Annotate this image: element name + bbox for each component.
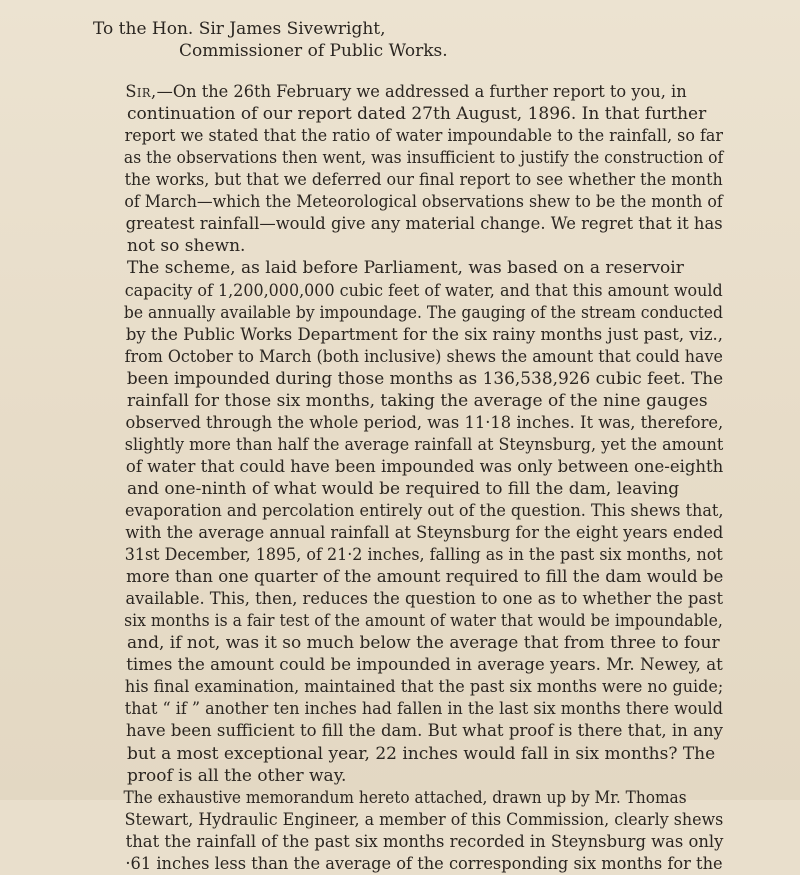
salutation	[91, 18, 723, 62]
paragraph-line: be annually available by impoundage. The gauging of the stream conducted	[123, 302, 723, 323]
paragraph-line: Stewart, Hydraulic Engineer, a member of this Commission, clearly shews	[124, 809, 724, 830]
paragraph-line: not so shewn.	[127, 236, 246, 257]
paragraph-line: ·61 inches less than the average of the corresponding six months for the	[125, 853, 723, 874]
paragraph-line: and, if not, was it so much below the average that from three to four	[127, 633, 720, 654]
paragraph-line: evaporation and percolation entirely out of the question. This shews that,	[124, 500, 724, 521]
paragraph-line: by the Public Works Department for the six rainy months just past, viz.,	[125, 324, 724, 345]
paragraph-1	[91, 81, 723, 257]
paragraph-2	[91, 257, 723, 786]
paragraph-line: from October to March (both inclusive) shews the amount that could have	[124, 346, 723, 367]
paragraph-line: 31st December, 1895, of 21·2 inches, falling as in the past six months, not	[124, 545, 723, 566]
paragraph-line: have been sufficient to fill the dam. But what proof is there that, in any	[126, 721, 723, 742]
paragraph-line: that the rainfall of the past six months recorded in Steynsburg was only	[125, 831, 724, 852]
paragraph-line: but a most exceptional year, 22 inches would fall in six months? The	[127, 743, 716, 764]
paragraph-line: of water that could have been impounded was only between one-eighth	[125, 456, 724, 477]
salutation-line-2: Commissioner of Public Works.	[179, 41, 448, 62]
paragraph-line: capacity of 1,200,000,000 cubic feet of water, and that this amount would	[124, 280, 723, 301]
paragraph-line: six months is a fair test of the amount of water that would be impoundable,	[124, 611, 723, 632]
paragraph-line: of March—which the Meteorological observations shew to be the month of	[124, 192, 723, 213]
paragraph-line: report we stated that the ratio of water impoundable to the rainfall, so far	[124, 126, 723, 147]
paragraph-line: greatest rainfall—would give any material change. We regret that it has	[125, 214, 723, 235]
paragraph-line: more than one quarter of the amount required to fill the dam would be	[126, 567, 724, 588]
paragraph-line: been impounded during those months as 136,538,926 cubic feet. The	[126, 368, 724, 389]
paragraph-line: times the amount could be impounded in average years. Mr. Newey, at	[126, 655, 723, 676]
paragraph-line: as the observations then went, was insufficient to justify the construction of	[123, 148, 724, 169]
paragraph-3	[91, 787, 723, 875]
salutation-line-1: To the Hon. Sir James Sivewright,	[93, 19, 386, 39]
paragraph-line: his final examination, maintained that the past six months were no guide;	[124, 677, 724, 698]
paragraph-line: with the average annual rainfall at Steynsburg for the eight years ended	[125, 523, 724, 544]
paragraph-line: continuation of our report dated 27th August, 1896. In that further	[127, 104, 707, 125]
paragraph-line: available. This, then, reduces the question to one as to whether the past	[125, 589, 724, 610]
paragraph-line: The exhaustive memorandum hereto attached, drawn up by Mr. Thomas	[123, 787, 687, 808]
paragraph-line: proof is all the other way.	[127, 765, 347, 786]
letter-body	[91, 18, 723, 875]
paragraph-line: observed through the whole period, was 11·18 inches. It was, therefore,	[125, 412, 724, 433]
paragraph-line-text: —On the 26th February we addressed a further report to you, in	[156, 82, 687, 103]
opening-word: Sir,	[125, 82, 157, 103]
paragraph-line: and one-ninth of what would be required to fill the dam, leaving	[127, 478, 680, 499]
paragraph-line: that “ if ” another ten inches had fallen in the last six months there would	[124, 699, 723, 720]
paragraph-line: The scheme, as laid before Parliament, was based on a reservoir	[127, 258, 684, 279]
spacer	[91, 62, 723, 81]
paragraph-line: slightly more than half the average rainfall at Steynsburg, yet the amount	[124, 434, 724, 455]
paragraph-line: the works, but that we deferred our final report to see whether the month	[124, 170, 723, 191]
paragraph-line: rainfall for those six months, taking the average of the nine gauges	[127, 390, 708, 411]
paragraph-line	[91, 81, 694, 103]
